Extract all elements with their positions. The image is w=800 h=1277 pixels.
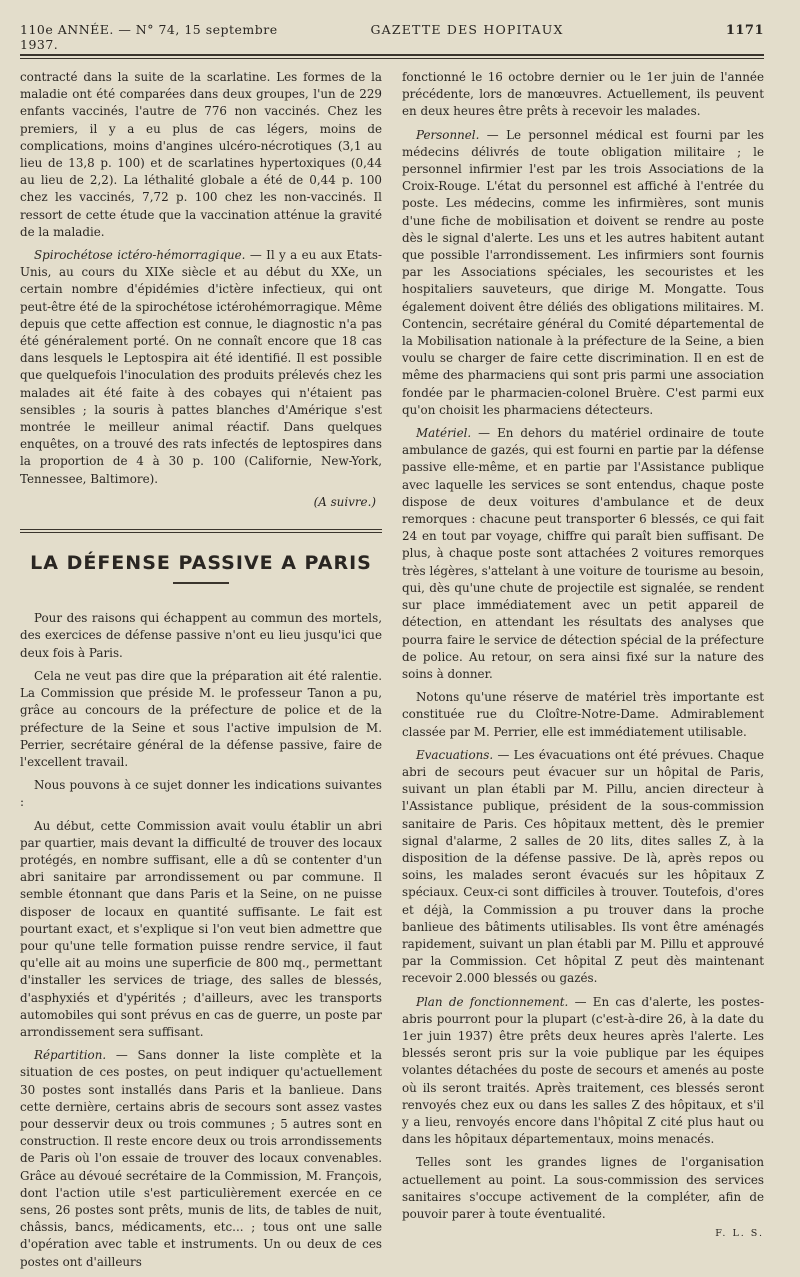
section-heading: Evacuations. <box>416 747 494 762</box>
paragraph: contracté dans la suite de la scarlatine. Les formes de la maladie ont été comparées dans deux groupes, l'un de 229 enfants vaccinés, l'autre de 776 non vaccinés. Chez les premiers, il y a eu plus de cas légers, moins de complications, moins d'angines ulcéro-nécrotiques (3,1 au lieu de 13,8 p. 100) et de scarlatines hypertoxiques (0,44 au lieu de 2,2). La léthalité globale a été de 0,44 p. 100 chez les vaccinés, 7,72 p. 100 chez les non-vaccinés. Il ressort de cette étude que la vaccination atténue la gravité de la maladie. <box>20 70 382 239</box>
section-heading: Spirochétose ictéro-hémorragique. <box>34 248 246 263</box>
article-title: LA DÉFENSE PASSIVE A PARIS <box>30 552 372 575</box>
left-column <box>20 69 382 1277</box>
section-body: — En dehors du matériel ordinaire de toute ambulance de gazés, qui est fourni en partie par la défense passive elle-même, et en partie par l'Assistance publique avec laquelle les services se sont entendus, chaque poste dispose de deux voitures d'ambulance et de deux remorques : chacune peut transporter 6 blessés, ce qui fait 24 en tout par voyage, chiffre qui paraît bien suffisant. De plus, à chaque poste sont attachées 2 voitures remorques très légères, s'attelant à une voiture de tourisme au besoin, qui, dès qu'une chute de projectile est signalée, se rendent sur place immédiatement avec un petit appareil de détection, en attendant les résultats des analyses que pourra faire le service de détection spécial de la préfecture de police. Au retour, on sera ainsi fixé sur la nature des soins à donner. <box>402 426 764 681</box>
paragraph <box>402 127 764 419</box>
divider-rule <box>20 529 382 533</box>
journal-title: GAZETTE DES HOPITAUX <box>370 22 564 37</box>
paragraph: Notons qu'une réserve de matériel très importante est constituée rue du Cloître-Notre-Dame. Admirablement classée par M. Perrier, elle est immédiatement utilisable. <box>402 690 764 739</box>
paragraph: Telles sont les grandes lignes de l'organisation actuellement au point. La sous-commission des services sanitaires s'occupe activement de la compléter, afin de pouvoir parer à toute éventualité. <box>402 1155 764 1221</box>
paragraph <box>20 247 382 488</box>
section-heading: Matériel. <box>416 426 472 441</box>
page-number: 1171 <box>725 23 764 38</box>
two-column-body <box>20 69 764 1277</box>
author-initials: F. L. S. <box>715 1228 764 1240</box>
paragraph: Au début, cette Commission avait voulu établir un abri par quartier, mais devant la difficulté de trouver des locaux protégés, en nombre suffisant, elle a dû se contenter d'un abri sanitaire par arrondissement ou par commune. Il semble étonnant que dans Paris et la Seine, on ne puisse disposer de locaux en quantité suffisante. Le fait est pourtant exact, et s'explique si l'on veut bien admettre que pour qu'une telle formation puisse rendre service, il faut qu'elle ait au moins une superficie de 800 mq., permettant d'installer les services de triage, des salles de blessés, d'asphyxiés et d'ypérités ; d'ailleurs, avec les transports automobiles qui sont prévus en cas de guerre, un poste par arrondissement sera suffisant. <box>20 818 382 1039</box>
section-heading: Personnel. <box>416 127 480 142</box>
paragraph <box>402 994 764 1149</box>
header-rule <box>20 54 764 59</box>
section-body: — Les évacuations ont été prévues. Chaque abri de secours peut évacuer sur un hôpital de Paris, suivant un plan établi par M. Pillu, ancien directeur à l'Assistance publique, président de la sous-commission sanitaire de Paris. Ces hôpitaux mettent, dès le premier signal d'alarme, 2 salles de 20 lits, dites salles Z, à la disposition de la défense passive. De là, après repos ou soins, les malades seront évacués sur les hôpitaux Z spéciaux. Ceux-ci sont difficiles à trouver. Toutefois, d'ores et déjà, la Commission a pu trouver dans la proche banlieue des bâtiments utilisables. Ils vont être aménagés rapidement, suivant un plan établi par M. Pillu et approuvé par la Commission. Cet hôpital Z peut dès maintenant recevoir 2.000 blessés ou gazés. <box>402 747 764 986</box>
paragraph <box>402 425 764 683</box>
section-body: — Il y a eu aux Etats-Unis, au cours du XIXe siècle et au début du XXe, un certain nombre d'épidémies d'ictère infectieux, qui ont peut-être été de la spirochétose ictérohémorragique. Même depuis que cette affection est connue, le diagnostic n'a pas été généralement porté. On ne connaît encore que 18 cas dans lesquels le Leptospira ait été identifié. Il est possible que quelquefois l'inoculation des produits prélevés chez les malades ait été faite à des cobayes qui n'étaient pas sensibles ; la souris à pattes blanches d'Amérique s'est montrée le meilleur animal réactif. Dans quelques enquêtes, on a trouvé des rats infectés de leptospires dans la proportion de 4 à 30 p. 100 (Californie, New-York, Tennessee, Baltimore). <box>20 248 382 486</box>
paragraph: Pour des raisons qui échappent au commun des mortels, des exercices de défense passive n'ont eu lieu jusqu'ici que deux fois à Paris. <box>20 611 382 660</box>
issue-info: 110e ANNÉE. — N° 74, 15 septembre 1937. <box>20 22 278 52</box>
section-heading: Plan de fonctionnement. <box>416 994 569 1009</box>
paragraph <box>20 1047 382 1271</box>
paragraph: fonctionné le 16 octobre dernier ou le 1er juin de l'année précédente, lors de manœuvres. Actuellement, ils peuvent en deux heures être prêts à recevoir les malades. <box>402 70 764 119</box>
section-heading: Répartition. <box>34 1048 107 1063</box>
running-header <box>20 22 764 52</box>
paragraph: Nous pouvons à ce sujet donner les indications suivantes : <box>20 778 382 810</box>
section-body: — En cas d'alerte, les postes-abris pourront pour la plupart (c'est-à-dire 26, à la date du 1er juin 1937) être prêts deux heures après l'alerte. Les blessés seront pris sur la voie publique par les équipes volantes détachées du poste de secours et amenés au poste où ils seront traités. Après traitement, ces blessés seront renvoyés chez eux ou dans les salles Z des hôpitaux, et s'il y a lieu, renvoyés encore dans l'hôpital Z cité plus haut ou dans les hôpitaux départementaux, moins menacés. <box>402 994 764 1147</box>
continued-note: (A suivre.) <box>313 494 376 509</box>
short-rule <box>173 582 229 584</box>
section-body: — Sans donner la liste complète et la situation de ces postes, on peut indiquer qu'actuellement 30 postes sont installés dans Paris et la banlieue. Dans cette dernière, certains abris de secours sont assez vastes pour desservir deux ou trois communes ; 5 autres sont en construction. Il reste encore deux ou trois arrondissements de Paris où l'on essaie de trouver des locaux convenables. Grâce au dévoué secrétaire de la Commission, M. François, dont l'action utile s'est particulièrement exercée en ce sens, 26 postes sont prêts, munis de lits, de tables de nuit, châssis, bancs, médicaments, etc... ; tous ont une salle d'opération avec table et instruments. Un ou deux de ces postes ont d'ailleurs <box>20 1048 382 1269</box>
paragraph <box>402 747 764 988</box>
right-column <box>402 69 764 1277</box>
section-body: — Le personnel médical est fourni par les médecins délivrés de toute obligation militaire ; le personnel infirmier l'est par les trois Associations de la Croix-Rouge. L'état du personnel est affiché à l'entrée du poste. Les médecins, comme les infirmières, sont munis d'une fiche de mobilisation et doivent se rendre au poste dès le signal d'alerte. Les uns et les autres habitent autant que possible l'arrondissement. Les infirmiers sont fournis par les Associations spéciales, les secouristes et les hospitaliers sauveteurs, que dirige M. Mongatte. Tous également doivent être déliés des obligations militaires. M. Contencin, secrétaire général du Comité départemental de la Mobilisation nationale à la préfecture de la Seine, a bien voulu se charger de faire cette discrimination. Il en est de même des pharmaciens qui sont pris parmi une association fondée par le pharmacien-colonel Bruère. C'est parmi eux qu'on choisit les pharmaciens détecteurs. <box>402 127 764 417</box>
paragraph: Cela ne veut pas dire que la préparation ait été ralentie. La Commission que préside M. le professeur Tanon a pu, grâce au concours de la préfecture de police et de la préfecture de la Seine et sous l'active impulsion de M. Perrier, secrétaire général de la défense passive, faire de l'excellent travail. <box>20 668 382 769</box>
